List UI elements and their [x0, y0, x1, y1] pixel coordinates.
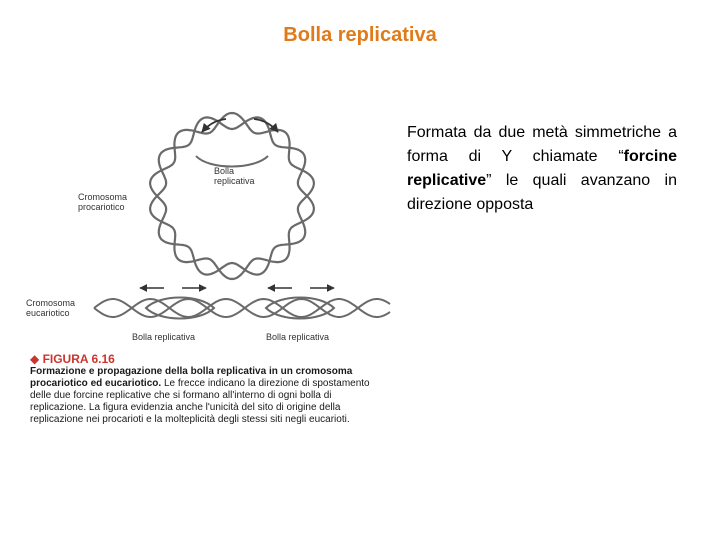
figure-caption	[30, 352, 390, 426]
eukaryotic-bubble-right	[266, 298, 334, 319]
replication-bubble-figure	[24, 108, 392, 460]
description-bold-term: forcine replicative	[407, 148, 677, 189]
eukaryotic-strand-a	[94, 299, 390, 317]
caption-body-text: Le frecce indicano la direzione di spostamento delle due forcine replicative che si formano all'interno di ogni bolla di replicazione. La figura evidenzia anche l'unicità del sito di origine della replicazione nei procarioti e la molteplicità degli stessi siti negli eucarioti.	[30, 378, 370, 425]
label-bubble-right: Bolla replicativa	[266, 332, 330, 342]
caption-bullet-icon: ◆	[30, 352, 43, 366]
label-bubble: Bolla replicativa	[214, 166, 255, 186]
eukaryotic-strand-b	[94, 299, 390, 317]
bubble-inner-strand	[196, 156, 268, 167]
label-prokaryotic-chromosome: Cromosoma procariotico	[78, 192, 128, 212]
caption-heading	[30, 352, 390, 366]
caption-bold-text: Formazione e propagazione della bolla replicativa in un cromosoma procariotico ed eucariotico.	[30, 366, 353, 389]
description-text	[407, 121, 677, 217]
slide-title: Bolla replicativa	[283, 24, 437, 46]
label-eukaryotic-chromosome: Cromosoma eucariotico	[26, 298, 76, 318]
caption-heading-text: FIGURA 6.16	[42, 352, 115, 366]
label-bubble-left: Bolla replicativa	[132, 332, 196, 342]
description-part-2: ” le quali avanzano in direzione opposta	[407, 172, 677, 213]
description-part-1: Formata da due metà simmetriche a forma di Y chiamate “	[407, 124, 677, 165]
